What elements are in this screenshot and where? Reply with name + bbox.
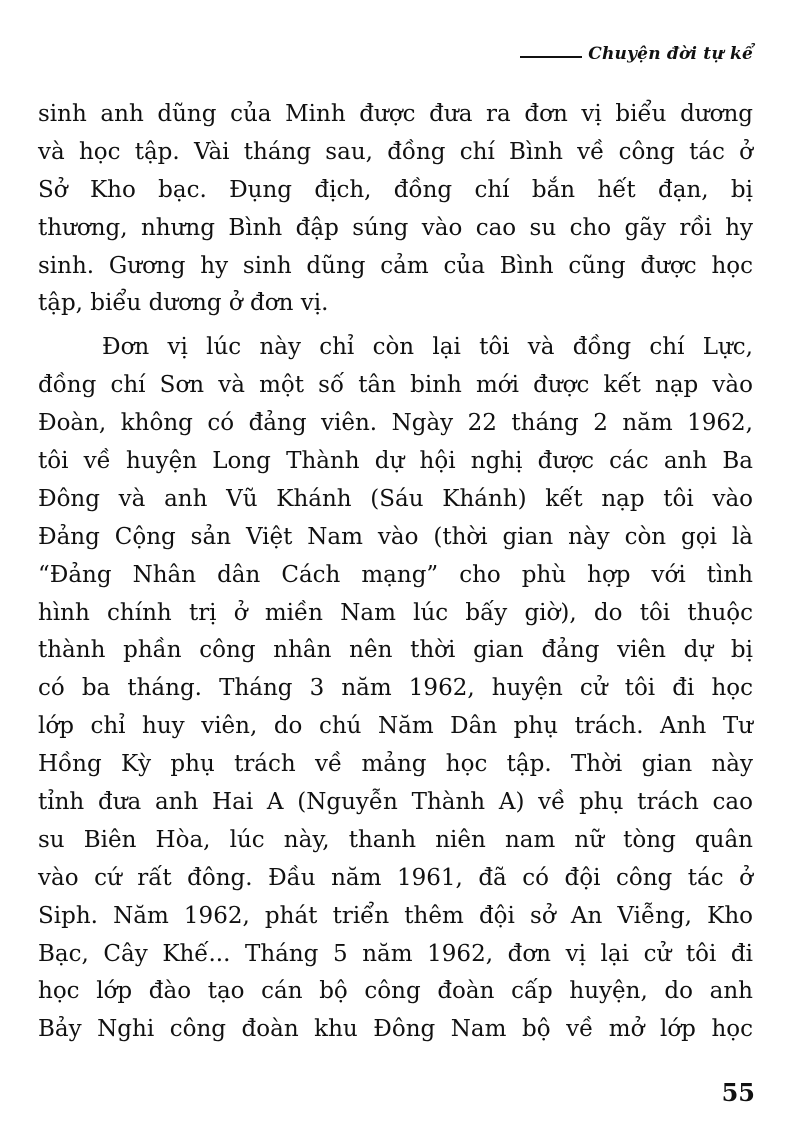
text-line: lớp chỉ huy viên, do chú Năm Dân phụ trách. Anh Tư — [38, 713, 753, 740]
text-line: Bạc, Cây Khế... Tháng 5 năm 1962, đơn vị lại cử tôi đi — [38, 940, 753, 967]
text-line: và học tập. Vài tháng sau, đồng chí Bình về công tác ở — [38, 138, 753, 165]
text-line: Đơn vị lúc này chỉ còn lại tôi và đồng chí Lực, — [102, 334, 753, 361]
text-line: tỉnh đưa anh Hai A (Nguyễn Thành A) về phụ trách cao — [38, 789, 753, 816]
text-line: có ba tháng. Tháng 3 năm 1962, huyện cử tôi đi học — [38, 675, 753, 702]
text-line: Bảy Nghi công đoàn khu Đông Nam bộ về mở lớp học — [38, 1016, 753, 1043]
text-line: Hồng Kỳ phụ trách về mảng học tập. Thời gian này — [38, 751, 753, 778]
text-line: thành phần công nhân nên thời gian đảng viên dự bị — [38, 637, 753, 664]
text-line: tôi về huyện Long Thành dự hội nghị được các anh Ba — [38, 448, 753, 475]
text-line: đồng chí Sơn và một số tân binh mới được kết nạp vào — [38, 372, 753, 399]
text-line: tập, biểu dương ở đơn vị. — [38, 290, 329, 317]
text-line: Đảng Cộng sản Việt Nam vào (thời gian này còn gọi là — [38, 523, 753, 550]
header-rule — [520, 56, 582, 58]
running-header-title: Chuyện đời tự kể — [588, 44, 753, 64]
text-line: vào cứ rất đông. Đầu năm 1961, đã có đội công tác ở — [38, 864, 753, 891]
text-line: thương, nhưng Bình đập súng vào cao su cho gãy rồi hy — [38, 214, 753, 241]
text-line: Đông và anh Vũ Khánh (Sáu Khánh) kết nạp tôi vào — [38, 485, 753, 512]
text-line: su Biên Hòa, lúc này, thanh niên nam nữ tòng quân — [38, 826, 753, 853]
text-line: Sở Kho bạc. Đụng địch, đồng chí bắn hết đạn, bị — [38, 176, 753, 203]
running-header — [520, 44, 753, 64]
paragraph-2 — [38, 329, 753, 1049]
text-line: sinh anh dũng của Minh được đưa ra đơn vị biểu dương — [38, 101, 753, 127]
text-line: Đoàn, không có đảng viên. Ngày 22 tháng 2 năm 1962, — [38, 410, 753, 437]
text-line: Siph. Năm 1962, phát triển thêm đội sở An Viễng, Kho — [38, 902, 753, 929]
body-text — [38, 96, 753, 1049]
paragraph-1 — [38, 96, 753, 323]
text-line: học lớp đào tạo cán bộ công đoàn cấp huyện, do anh — [38, 978, 753, 1005]
text-line: hình chính trị ở miền Nam lúc bấy giờ), do tôi thuộc — [38, 599, 753, 626]
page-number: 55 — [721, 1078, 755, 1107]
text-line: “Đảng Nhân dân Cách mạng” cho phù hợp với tình — [38, 561, 753, 588]
text-line: sinh. Gương hy sinh dũng cảm của Bình cũng được học — [38, 252, 753, 279]
